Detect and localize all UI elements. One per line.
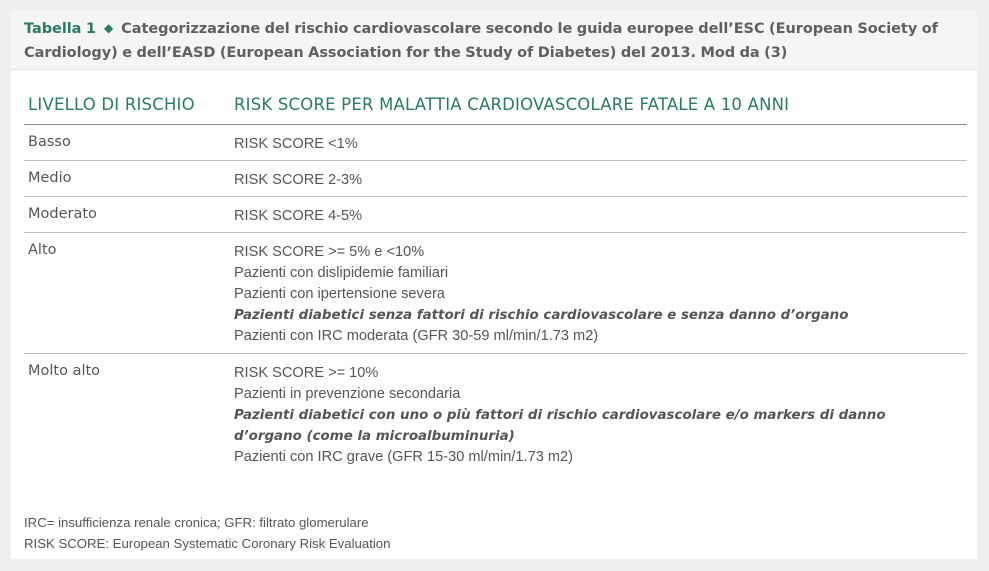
row-line: RISK SCORE >= 5% e <10% (234, 244, 425, 260)
row-line: RISK SCORE 4-5% (234, 208, 363, 224)
row-line: RISK SCORE >= 10% (234, 365, 379, 381)
header-risk-level: LIVELLO DI RISCHIO (28, 95, 195, 114)
row-line: Pazienti con IRC moderata (GFR 30-59 ml/min/1.73 m2) (234, 328, 599, 344)
table-row (24, 233, 967, 354)
diamond-icon: ◆ (103, 21, 114, 35)
row-details (234, 161, 967, 191)
row-level: Moderato (28, 206, 97, 222)
table-row (24, 161, 967, 197)
row-details (234, 197, 967, 227)
caption-band (11, 10, 977, 70)
table-caption (24, 17, 964, 65)
risk-table (24, 92, 967, 474)
row-line: Pazienti in prevenzione secondaria (234, 386, 461, 402)
note-risk-score: RISK SCORE: European Systematic Coronary Risk Evaluation (24, 536, 391, 551)
row-line-emphasis: Pazienti diabetici senza fattori di rischio cardiovascolare e senza danno d’organo (234, 308, 849, 323)
table-notes (24, 512, 390, 554)
row-line: RISK SCORE <1% (234, 136, 358, 152)
row-details (234, 125, 967, 155)
table-row (24, 125, 967, 161)
row-details (234, 354, 967, 468)
note-irc: IRC= insufficienza renale cronica; GFR: filtrato glomerulare (24, 515, 369, 530)
table-figure (11, 10, 977, 559)
row-level: Molto alto (28, 363, 101, 379)
table-row (24, 197, 967, 233)
row-details (234, 233, 967, 347)
row-level: Alto (28, 242, 57, 258)
caption-text: Categorizzazione del rischio cardiovascolare secondo le guida europee dell’ESC (European Society of Cardiology) e dell’EASD (European Association for the Study of Diabetes) del 2013. Mod da (3) (24, 21, 938, 61)
row-line: Pazienti con IRC grave (GFR 15-30 ml/min/1.73 m2) (234, 449, 574, 465)
row-level: Medio (28, 170, 72, 186)
row-level: Basso (28, 134, 71, 150)
caption-label: Tabella 1 (24, 21, 96, 37)
row-line: RISK SCORE 2-3% (234, 172, 363, 188)
header-risk-score: RISK SCORE PER MALATTIA CARDIOVASCOLARE FATALE A 10 ANNI (234, 95, 790, 114)
row-line-emphasis: Pazienti diabetici con uno o più fattori di rischio cardiovascolare e/o markers di danno d’organo (come la microalbuminuria) (234, 408, 886, 444)
table-row (24, 354, 967, 474)
row-line: Pazienti con dislipidemie familiari (234, 265, 449, 281)
row-line: Pazienti con ipertensione severa (234, 286, 445, 302)
table-header (24, 92, 967, 125)
